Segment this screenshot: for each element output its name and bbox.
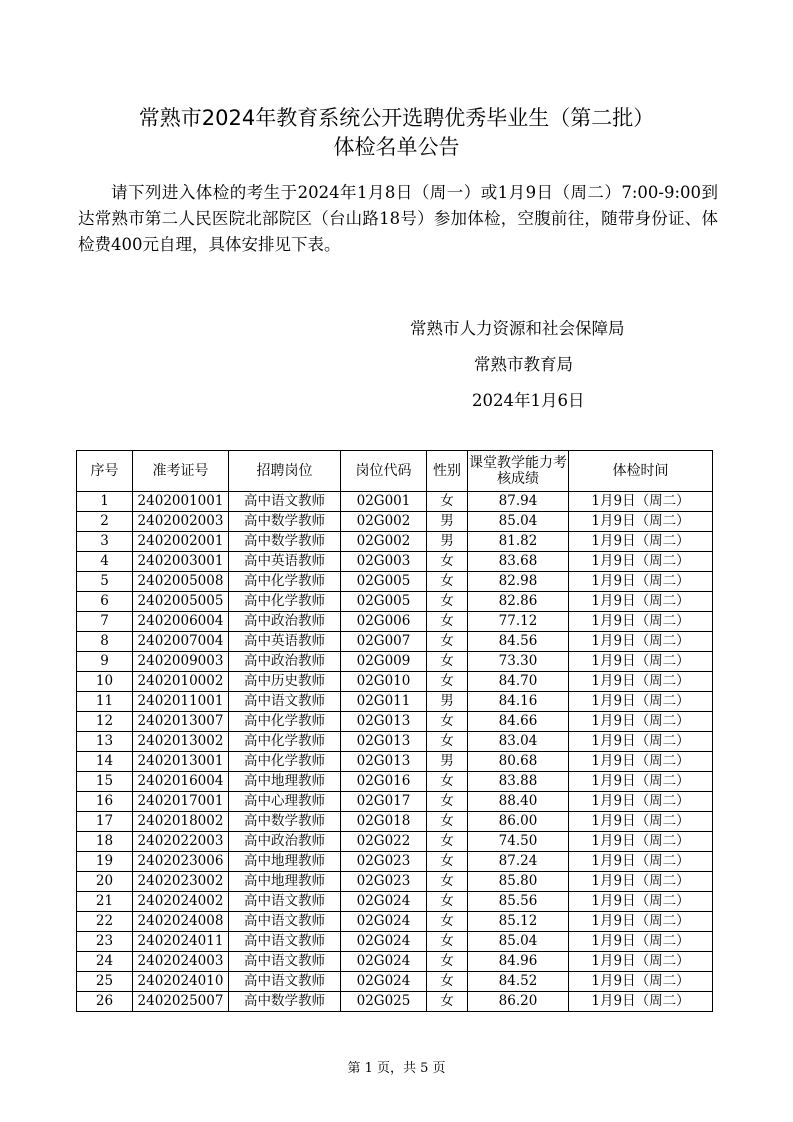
cell-exam-number: 2402007004: [133, 632, 229, 652]
cell-exam-number: 2402013007: [133, 712, 229, 732]
table-row: [77, 812, 713, 832]
cell-score: 83.88: [468, 772, 569, 792]
cell-exam-number: 2402013002: [133, 732, 229, 752]
cell-position-code: 02G023: [341, 852, 427, 872]
cell-index: 26: [77, 992, 133, 1012]
cell-score: 85.56: [468, 892, 569, 912]
cell-position-code: 02G024: [341, 912, 427, 932]
cell-position-code: 02G002: [341, 532, 427, 552]
cell-index: 13: [77, 732, 133, 752]
cell-index: 8: [77, 632, 133, 652]
cell-gender: 女: [427, 892, 468, 912]
table-row: [77, 912, 713, 932]
cell-gender: 女: [427, 792, 468, 812]
cell-exam-time: 1月9日（周二）: [569, 632, 713, 652]
cell-gender: 女: [427, 952, 468, 972]
cell-score: 73.30: [468, 652, 569, 672]
cell-score: 81.82: [468, 532, 569, 552]
cell-position-code: 02G003: [341, 552, 427, 572]
cell-exam-number: 2402002001: [133, 532, 229, 552]
cell-gender: 女: [427, 912, 468, 932]
cell-score: 82.86: [468, 592, 569, 612]
cell-exam-time: 1月9日（周二）: [569, 752, 713, 772]
cell-position: 高中语文教师: [229, 932, 341, 952]
header-index: 序号: [77, 451, 133, 492]
table-row: [77, 552, 713, 572]
cell-gender: 女: [427, 972, 468, 992]
cell-gender: 女: [427, 612, 468, 632]
cell-exam-time: 1月9日（周二）: [569, 652, 713, 672]
cell-position-code: 02G024: [341, 932, 427, 952]
cell-score: 86.00: [468, 812, 569, 832]
cell-position: 高中化学教师: [229, 572, 341, 592]
cell-position: 高中英语教师: [229, 552, 341, 572]
table-row: [77, 492, 713, 512]
cell-index: 7: [77, 612, 133, 632]
cell-exam-time: 1月9日（周二）: [569, 492, 713, 512]
header-position-code: 岗位代码: [341, 451, 427, 492]
cell-position-code: 02G018: [341, 812, 427, 832]
table-header-row: [77, 451, 713, 492]
cell-exam-time: 1月9日（周二）: [569, 992, 713, 1012]
cell-score: 82.98: [468, 572, 569, 592]
table-row: [77, 712, 713, 732]
cell-score: 80.68: [468, 752, 569, 772]
cell-exam-time: 1月9日（周二）: [569, 812, 713, 832]
cell-gender: 男: [427, 512, 468, 532]
cell-position-code: 02G010: [341, 672, 427, 692]
cell-score: 85.12: [468, 912, 569, 932]
header-exam-number: 准考证号: [133, 451, 229, 492]
cell-position-code: 02G013: [341, 732, 427, 752]
cell-exam-time: 1月9日（周二）: [569, 512, 713, 532]
cell-index: 10: [77, 672, 133, 692]
cell-exam-time: 1月9日（周二）: [569, 892, 713, 912]
cell-position: 高中语文教师: [229, 692, 341, 712]
cell-exam-number: 2402017001: [133, 792, 229, 812]
cell-index: 14: [77, 752, 133, 772]
cell-position-code: 02G011: [341, 692, 427, 712]
cell-gender: 女: [427, 652, 468, 672]
cell-exam-number: 2402024002: [133, 892, 229, 912]
cell-exam-time: 1月9日（周二）: [569, 592, 713, 612]
cell-index: 23: [77, 932, 133, 952]
cell-position-code: 02G024: [341, 952, 427, 972]
cell-position: 高中语文教师: [229, 972, 341, 992]
cell-score: 84.16: [468, 692, 569, 712]
cell-gender: 女: [427, 572, 468, 592]
header-score: 课堂教学能力考核成绩: [468, 451, 569, 492]
cell-index: 15: [77, 772, 133, 792]
cell-gender: 女: [427, 632, 468, 652]
cell-gender: 男: [427, 532, 468, 552]
cell-position: 高中英语教师: [229, 632, 341, 652]
cell-index: 16: [77, 792, 133, 812]
cell-position: 高中地理教师: [229, 872, 341, 892]
exam-list-table: [76, 450, 713, 1012]
cell-position-code: 02G025: [341, 992, 427, 1012]
cell-position: 高中化学教师: [229, 752, 341, 772]
cell-score: 87.24: [468, 852, 569, 872]
cell-index: 9: [77, 652, 133, 672]
cell-score: 87.94: [468, 492, 569, 512]
cell-index: 1: [77, 492, 133, 512]
table-row: [77, 932, 713, 952]
cell-score: 86.20: [468, 992, 569, 1012]
table-row: [77, 852, 713, 872]
cell-exam-number: 2402002003: [133, 512, 229, 532]
cell-exam-time: 1月9日（周二）: [569, 572, 713, 592]
cell-gender: 女: [427, 932, 468, 952]
cell-score: 77.12: [468, 612, 569, 632]
cell-exam-time: 1月9日（周二）: [569, 772, 713, 792]
cell-position-code: 02G006: [341, 612, 427, 632]
cell-index: 22: [77, 912, 133, 932]
cell-position-code: 02G001: [341, 492, 427, 512]
cell-position: 高中化学教师: [229, 592, 341, 612]
header-gender: 性别: [427, 451, 468, 492]
cell-index: 21: [77, 892, 133, 912]
cell-score: 74.50: [468, 832, 569, 852]
cell-exam-time: 1月9日（周二）: [569, 932, 713, 952]
cell-position-code: 02G013: [341, 752, 427, 772]
cell-exam-time: 1月9日（周二）: [569, 692, 713, 712]
cell-exam-time: 1月9日（周二）: [569, 712, 713, 732]
cell-position: 高中数学教师: [229, 512, 341, 532]
cell-position-code: 02G005: [341, 572, 427, 592]
cell-gender: 女: [427, 712, 468, 732]
cell-exam-number: 2402018002: [133, 812, 229, 832]
cell-exam-number: 2402010002: [133, 672, 229, 692]
table-row: [77, 572, 713, 592]
cell-index: 25: [77, 972, 133, 992]
cell-exam-time: 1月9日（周二）: [569, 912, 713, 932]
cell-exam-time: 1月9日（周二）: [569, 612, 713, 632]
cell-position-code: 02G007: [341, 632, 427, 652]
cell-exam-number: 2402016004: [133, 772, 229, 792]
intro-paragraph: 请下列进入体检的考生于2024年1月8日（周一）或1月9日（周二）7:00-9:00到达常熟市第二人民医院北部院区（台山路18号）参加体检，空腹前往，随带身份证、体检费400元自理，具体安排见下表。: [78, 183, 718, 254]
header-position: 招聘岗位: [229, 451, 341, 492]
cell-position: 高中数学教师: [229, 812, 341, 832]
table-body: [77, 492, 713, 1012]
cell-position-code: 02G013: [341, 712, 427, 732]
cell-exam-number: 2402024008: [133, 912, 229, 932]
cell-exam-time: 1月9日（周二）: [569, 972, 713, 992]
cell-position: 高中政治教师: [229, 652, 341, 672]
table-row: [77, 732, 713, 752]
signature-org-hr: 常熟市人力资源和社会保障局: [410, 319, 625, 338]
cell-exam-time: 1月9日（周二）: [569, 872, 713, 892]
cell-exam-time: 1月9日（周二）: [569, 532, 713, 552]
cell-gender: 女: [427, 852, 468, 872]
cell-position: 高中语文教师: [229, 952, 341, 972]
cell-position: 高中化学教师: [229, 712, 341, 732]
cell-exam-time: 1月9日（周二）: [569, 552, 713, 572]
cell-score: 83.04: [468, 732, 569, 752]
cell-exam-number: 2402023006: [133, 852, 229, 872]
table-row: [77, 692, 713, 712]
document-subtitle: 体检名单公告: [333, 135, 460, 159]
cell-position-code: 02G023: [341, 872, 427, 892]
table-row: [77, 752, 713, 772]
cell-score: 84.70: [468, 672, 569, 692]
cell-position-code: 02G005: [341, 592, 427, 612]
cell-exam-time: 1月9日（周二）: [569, 672, 713, 692]
cell-gender: 女: [427, 772, 468, 792]
cell-gender: 女: [427, 552, 468, 572]
cell-position-code: 02G016: [341, 772, 427, 792]
cell-exam-number: 2402006004: [133, 612, 229, 632]
cell-index: 2: [77, 512, 133, 532]
cell-exam-number: 2402013001: [133, 752, 229, 772]
table-row: [77, 532, 713, 552]
cell-position: 高中政治教师: [229, 832, 341, 852]
header-exam-time: 体检时间: [569, 451, 713, 492]
table-row: [77, 832, 713, 852]
table-row: [77, 772, 713, 792]
document-title: 常熟市2024年教育系统公开选聘优秀毕业生（第二批）: [138, 106, 655, 130]
cell-index: 11: [77, 692, 133, 712]
cell-position: 高中数学教师: [229, 992, 341, 1012]
cell-gender: 女: [427, 592, 468, 612]
cell-score: 84.66: [468, 712, 569, 732]
cell-gender: 女: [427, 732, 468, 752]
cell-gender: 男: [427, 692, 468, 712]
cell-position-code: 02G024: [341, 972, 427, 992]
cell-exam-number: 2402024011: [133, 932, 229, 952]
cell-position: 高中化学教师: [229, 732, 341, 752]
cell-score: 83.68: [468, 552, 569, 572]
cell-position: 高中心理教师: [229, 792, 341, 812]
cell-exam-time: 1月9日（周二）: [569, 952, 713, 972]
table-row: [77, 792, 713, 812]
cell-index: 4: [77, 552, 133, 572]
table-row: [77, 652, 713, 672]
table-row: [77, 672, 713, 692]
cell-position-code: 02G017: [341, 792, 427, 812]
cell-index: 18: [77, 832, 133, 852]
cell-exam-number: 2402011001: [133, 692, 229, 712]
cell-exam-number: 2402003001: [133, 552, 229, 572]
cell-score: 88.40: [468, 792, 569, 812]
cell-index: 20: [77, 872, 133, 892]
cell-exam-time: 1月9日（周二）: [569, 732, 713, 752]
table-row: [77, 612, 713, 632]
cell-position: 高中地理教师: [229, 852, 341, 872]
cell-position: 高中语文教师: [229, 892, 341, 912]
cell-score: 84.52: [468, 972, 569, 992]
cell-exam-number: 2402024010: [133, 972, 229, 992]
signature-date: 2024年1月6日: [472, 391, 585, 410]
cell-position-code: 02G002: [341, 512, 427, 532]
cell-exam-number: 2402009003: [133, 652, 229, 672]
cell-position: 高中语文教师: [229, 912, 341, 932]
cell-exam-number: 2402022003: [133, 832, 229, 852]
cell-index: 3: [77, 532, 133, 552]
signature-org-education: 常熟市教育局: [474, 355, 573, 374]
cell-gender: 女: [427, 492, 468, 512]
cell-index: 17: [77, 812, 133, 832]
cell-exam-number: 2402024003: [133, 952, 229, 972]
cell-index: 24: [77, 952, 133, 972]
cell-exam-time: 1月9日（周二）: [569, 792, 713, 812]
cell-exam-time: 1月9日（周二）: [569, 852, 713, 872]
cell-gender: 女: [427, 992, 468, 1012]
table-row: [77, 952, 713, 972]
cell-exam-number: 2402005008: [133, 572, 229, 592]
cell-index: 12: [77, 712, 133, 732]
table-row: [77, 892, 713, 912]
cell-position: 高中语文教师: [229, 492, 341, 512]
cell-gender: 女: [427, 872, 468, 892]
cell-gender: 女: [427, 832, 468, 852]
cell-position: 高中历史教师: [229, 672, 341, 692]
table-row: [77, 512, 713, 532]
cell-exam-time: 1月9日（周二）: [569, 832, 713, 852]
cell-gender: 女: [427, 812, 468, 832]
cell-position: 高中政治教师: [229, 612, 341, 632]
cell-index: 6: [77, 592, 133, 612]
cell-gender: 男: [427, 752, 468, 772]
cell-exam-number: 2402005005: [133, 592, 229, 612]
cell-position-code: 02G009: [341, 652, 427, 672]
cell-position-code: 02G022: [341, 832, 427, 852]
table-row: [77, 592, 713, 612]
cell-position: 高中数学教师: [229, 532, 341, 552]
cell-exam-number: 2402025007: [133, 992, 229, 1012]
cell-score: 85.80: [468, 872, 569, 892]
page-footer: 第 1 页，共 5 页: [347, 1061, 446, 1076]
table-row: [77, 872, 713, 892]
cell-index: 19: [77, 852, 133, 872]
cell-exam-number: 2402023002: [133, 872, 229, 892]
table-row: [77, 972, 713, 992]
cell-exam-number: 2402001001: [133, 492, 229, 512]
table-row: [77, 992, 713, 1012]
cell-position: 高中地理教师: [229, 772, 341, 792]
cell-score: 85.04: [468, 932, 569, 952]
cell-position-code: 02G024: [341, 892, 427, 912]
table-row: [77, 632, 713, 652]
cell-index: 5: [77, 572, 133, 592]
cell-score: 84.96: [468, 952, 569, 972]
cell-gender: 女: [427, 672, 468, 692]
cell-score: 84.56: [468, 632, 569, 652]
cell-score: 85.04: [468, 512, 569, 532]
